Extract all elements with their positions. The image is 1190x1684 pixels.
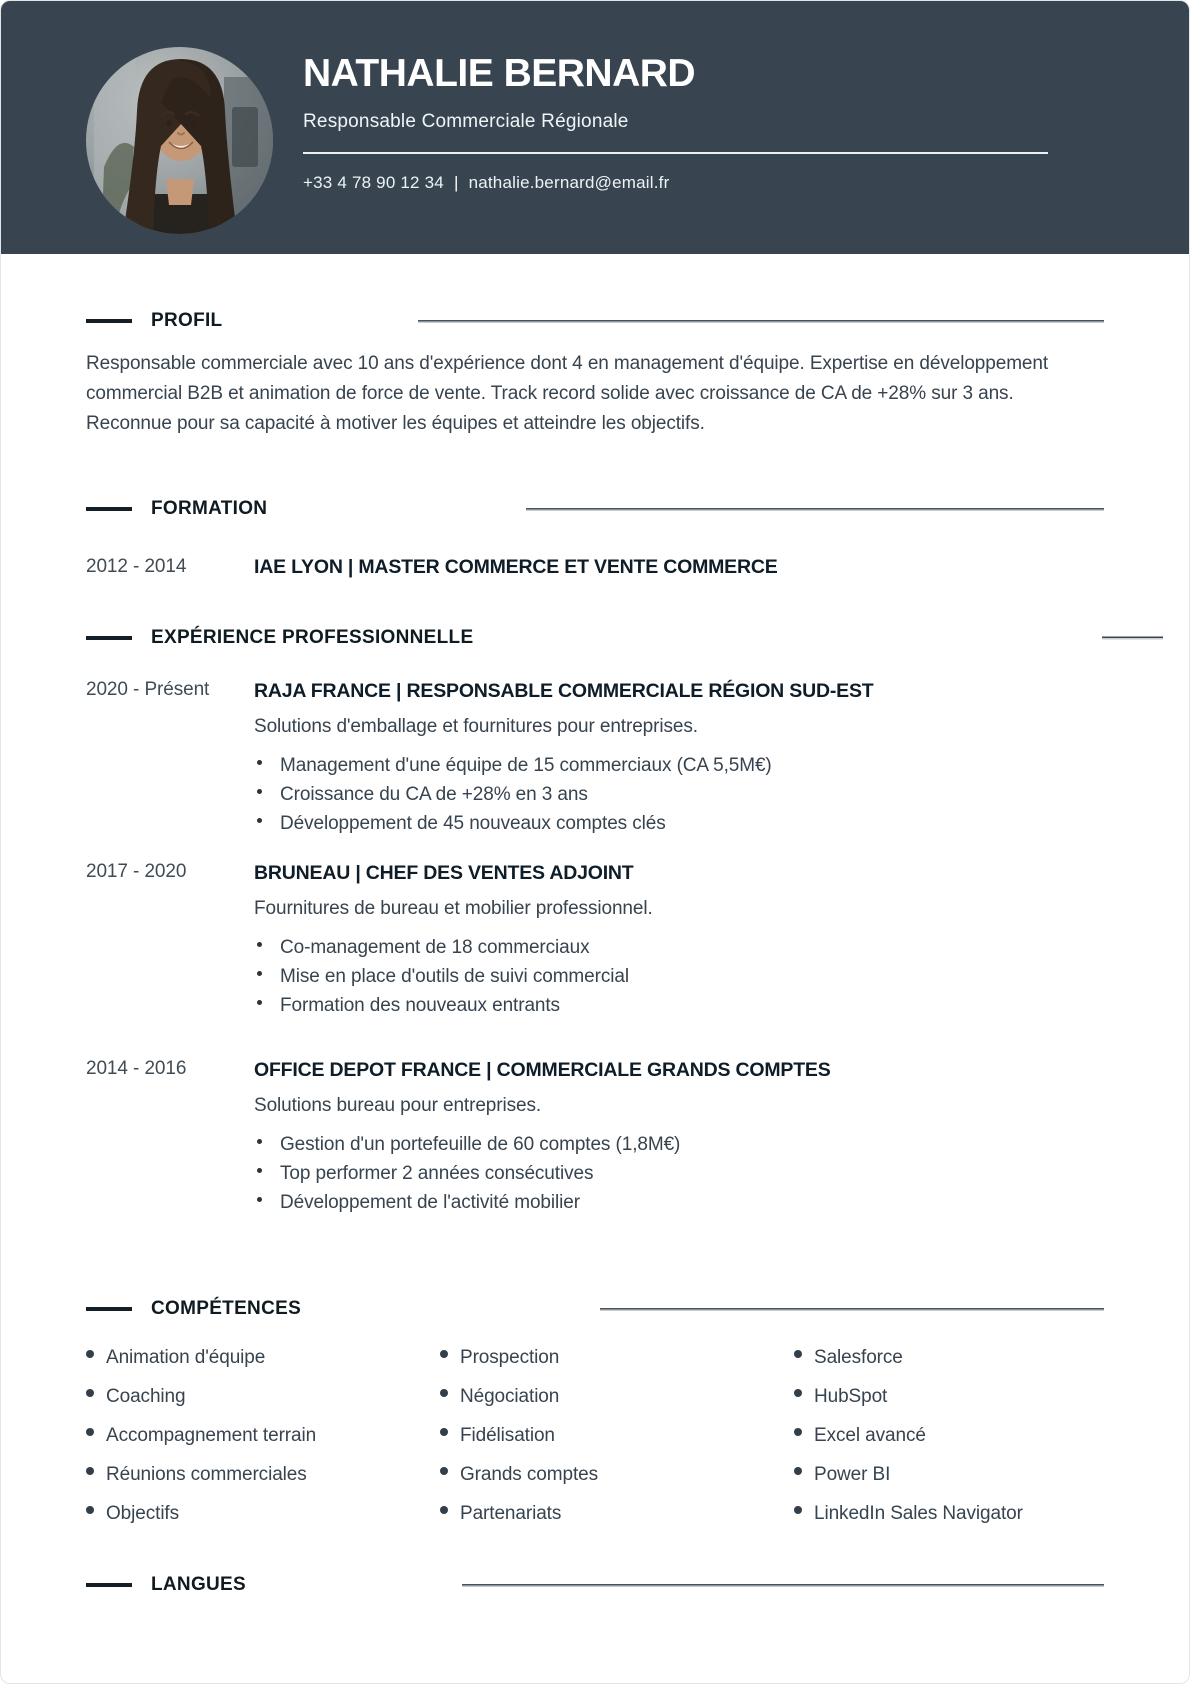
section-profil	[86, 309, 1104, 439]
bullet-dot	[440, 1428, 448, 1436]
job-bullet	[254, 991, 1104, 1020]
skill-label: Grands comptes	[460, 1464, 598, 1485]
job-bullet	[254, 962, 1104, 991]
bullet-dot	[794, 1506, 802, 1514]
skill-item	[440, 1423, 794, 1449]
job-entry	[86, 1058, 1104, 1217]
skill-label: Négociation	[460, 1386, 560, 1407]
skill-label: Prospection	[460, 1347, 560, 1368]
skill-item	[794, 1462, 1104, 1488]
header-text-block	[303, 53, 1063, 193]
job-dates: 2020 - Présent	[86, 679, 210, 700]
bullet-dot	[440, 1467, 448, 1475]
job-dates: 2017 - 2020	[86, 861, 187, 882]
skill-item	[86, 1345, 440, 1371]
bullet-dot	[257, 789, 262, 794]
section-dash	[86, 319, 132, 323]
job-title: OFFICE DEPOT FRANCE | COMMERCIALE GRANDS COMPTES	[254, 1059, 831, 1081]
bullet-dot	[86, 1467, 94, 1475]
skill-item	[794, 1384, 1104, 1410]
bullet-dot	[440, 1350, 448, 1358]
contact-separator: |	[453, 172, 459, 192]
contact-line	[303, 173, 1063, 193]
section-competences	[86, 1297, 1104, 1527]
bullet-dot	[794, 1389, 802, 1397]
job-description: Fournitures de bureau et mobilier professionnel.	[254, 898, 653, 919]
header-divider	[303, 152, 1048, 154]
skill-item	[86, 1462, 440, 1488]
bullet-dot	[257, 942, 262, 947]
education-entry	[86, 555, 1104, 579]
job-entry	[86, 861, 1104, 1020]
skill-item	[794, 1423, 1104, 1449]
job-bullet	[254, 1130, 1104, 1159]
section-title-competences: COMPÉTENCES	[151, 1298, 302, 1319]
bullet-dot	[440, 1389, 448, 1397]
skill-item	[86, 1384, 440, 1410]
skill-label: Excel avancé	[814, 1425, 926, 1446]
job-bullet-text: Croissance du CA de +28% en 3 ans	[280, 784, 588, 805]
cv-header	[1, 1, 1189, 254]
job-bullet-text: Mise en place d'outils de suivi commercial	[280, 966, 629, 987]
profile-summary: Responsable commerciale avec 10 ans d'expérience dont 4 en management d'équipe. Expertise en développement commercial B2B et animation de force de vente. Track record solide avec croissance de CA de +28% sur 3 ans. Reconnue pour sa capacité à motiver les équipes et atteindre les objectifs.	[86, 353, 1049, 434]
job-entry	[86, 679, 1104, 838]
bullet-dot	[257, 1197, 262, 1202]
section-header-formation	[86, 497, 1104, 521]
skill-item	[794, 1345, 1104, 1371]
job-body	[254, 861, 1104, 1020]
section-rule	[526, 508, 1104, 511]
job-bullet-list	[254, 1130, 1104, 1217]
section-rule	[418, 320, 1104, 323]
skill-label: Animation d'équipe	[106, 1347, 266, 1368]
job-description: Solutions d'emballage et fournitures pour entreprises.	[254, 716, 698, 737]
job-bullet-text: Top performer 2 années consécutives	[280, 1163, 594, 1184]
bullet-dot	[794, 1350, 802, 1358]
skill-item	[86, 1423, 440, 1449]
skill-label: Fidélisation	[460, 1425, 555, 1446]
bullet-dot	[440, 1506, 448, 1514]
bullet-dot	[86, 1389, 94, 1397]
section-formation	[86, 497, 1104, 579]
email-address: nathalie.bernard@email.fr	[468, 172, 670, 192]
skill-label: Salesforce	[814, 1347, 903, 1368]
job-title: RAJA FRANCE | RESPONSABLE COMMERCIALE RÉGION SUD-EST	[254, 680, 874, 702]
section-rule	[462, 1584, 1104, 1587]
section-rule	[1102, 637, 1163, 640]
job-bullet	[254, 780, 1104, 809]
job-bullet-text: Gestion d'un portefeuille de 60 comptes (1,8M€)	[280, 1134, 681, 1155]
education-dates: 2012 - 2014	[86, 556, 187, 577]
section-dash	[86, 1307, 132, 1311]
section-dash	[86, 507, 132, 511]
job-bullet	[254, 809, 1104, 838]
job-bullet-list	[254, 751, 1104, 838]
bullet-dot	[257, 760, 262, 765]
section-header-competences	[86, 1297, 1104, 1321]
profile-photo-illustration	[86, 47, 273, 234]
phone-number: +33 4 78 90 12 34	[303, 172, 444, 192]
section-dash	[86, 636, 132, 640]
job-description: Solutions bureau pour entreprises.	[254, 1095, 542, 1116]
skill-item	[440, 1462, 794, 1488]
job-bullet	[254, 751, 1104, 780]
section-header-experience	[86, 626, 1104, 650]
section-langues	[86, 1573, 1104, 1597]
bullet-dot	[257, 1139, 262, 1144]
skill-label: Accompagnement terrain	[106, 1425, 317, 1446]
bullet-dot	[257, 818, 262, 823]
skill-item	[440, 1501, 794, 1527]
job-bullet	[254, 1159, 1104, 1188]
skill-label: Power BI	[814, 1464, 891, 1485]
skill-item	[86, 1501, 440, 1527]
section-title-langues: LANGUES	[151, 1574, 246, 1595]
section-header-profil	[86, 309, 1104, 333]
section-header-langues	[86, 1573, 1104, 1597]
skill-label: Réunions commerciales	[106, 1464, 307, 1485]
section-title-profil: PROFIL	[151, 310, 223, 331]
bullet-dot	[257, 1000, 262, 1005]
job-title: BRUNEAU | CHEF DES VENTES ADJOINT	[254, 862, 634, 884]
skills-grid	[86, 1345, 1104, 1527]
job-bullet	[254, 933, 1104, 962]
skill-item	[794, 1501, 1104, 1527]
bullet-dot	[794, 1428, 802, 1436]
section-experience	[86, 626, 1104, 1217]
bullet-dot	[257, 1168, 262, 1173]
person-job-title: Responsable Commerciale Régionale	[303, 110, 629, 132]
skill-item	[440, 1345, 794, 1371]
job-bullet-text: Développement de 45 nouveaux comptes clés	[280, 813, 666, 834]
bullet-dot	[257, 971, 262, 976]
job-dates: 2014 - 2016	[86, 1058, 187, 1079]
job-bullet-text: Formation des nouveaux entrants	[280, 995, 560, 1016]
section-rule	[600, 1308, 1104, 1311]
section-title-formation: FORMATION	[151, 498, 268, 519]
education-title: IAE LYON | MASTER COMMERCE ET VENTE COMMERCE	[254, 556, 778, 578]
skill-label: Coaching	[106, 1386, 186, 1407]
bullet-dot	[86, 1350, 94, 1358]
job-bullet-text: Co-management de 18 commerciaux	[280, 937, 590, 958]
job-bullet-list	[254, 933, 1104, 1020]
cv-body	[1, 309, 1189, 1597]
skill-label: Partenariats	[460, 1503, 562, 1524]
bullet-dot	[794, 1467, 802, 1475]
skill-label: Objectifs	[106, 1503, 180, 1524]
job-bullet	[254, 1188, 1104, 1217]
bullet-dot	[86, 1428, 94, 1436]
bullet-dot	[86, 1506, 94, 1514]
job-body	[254, 679, 1104, 838]
skill-item	[440, 1384, 794, 1410]
skill-label: HubSpot	[814, 1386, 888, 1407]
section-dash	[86, 1583, 132, 1587]
person-name: NATHALIE BERNARD	[303, 52, 696, 95]
profile-photo	[86, 47, 273, 234]
skill-label: LinkedIn Sales Navigator	[814, 1503, 1023, 1524]
job-body	[254, 1058, 1104, 1217]
job-bullet-text: Développement de l'activité mobilier	[280, 1192, 580, 1213]
job-bullet-text: Management d'une équipe de 15 commerciaux (CA 5,5M€)	[280, 755, 772, 776]
section-title-experience: EXPÉRIENCE PROFESSIONNELLE	[151, 627, 474, 648]
